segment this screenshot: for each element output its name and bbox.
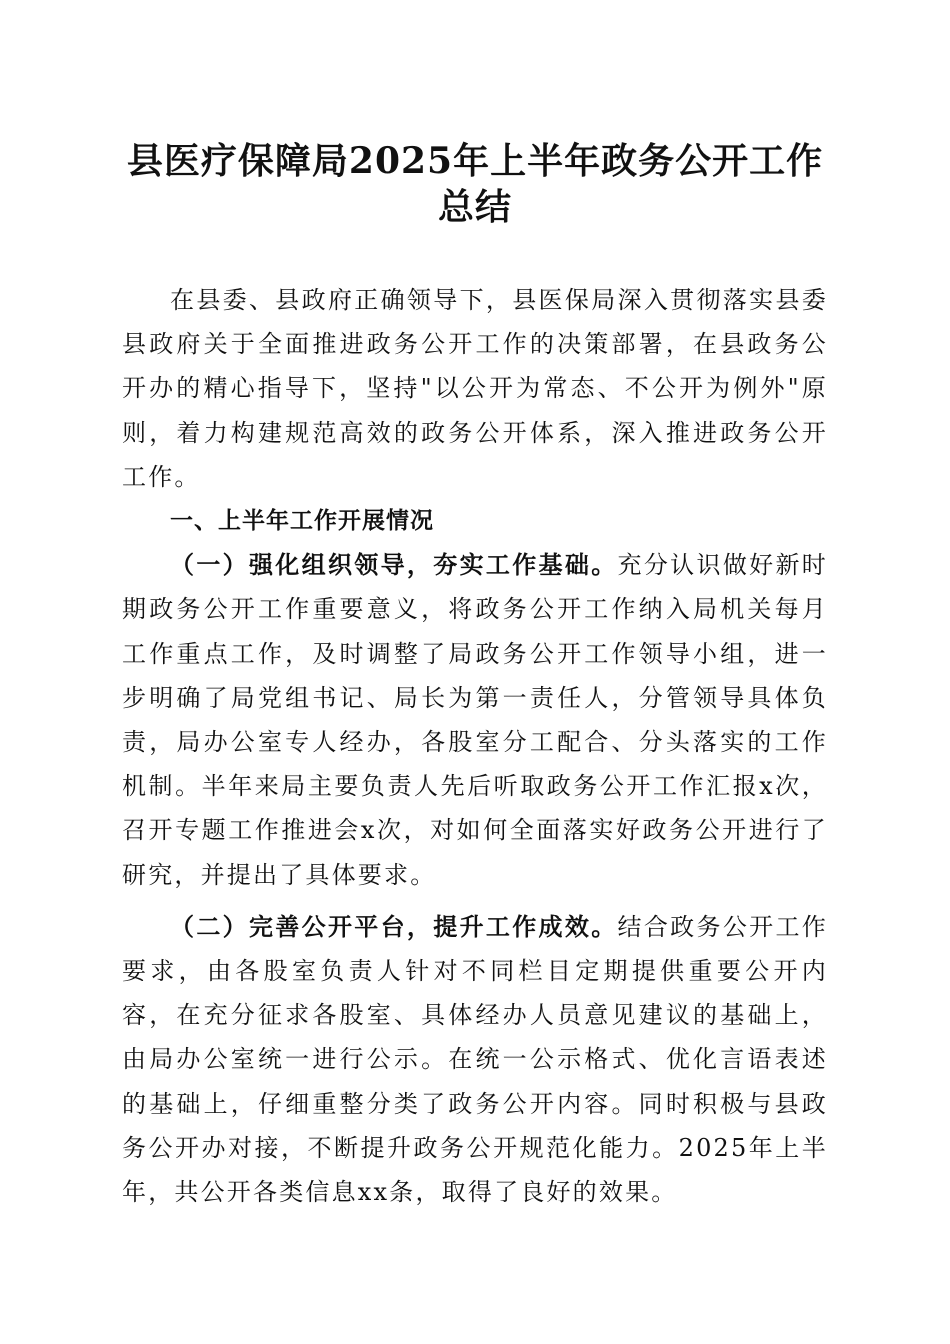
subsection-2-text: 结合政务公开工作要求，由各股室负责人针对不同栏目定期提供重要公开内容，在充分征求各股室、具体经办人员意见建议的基础上，由局办公室统一进行公示。在统一公示格式、优化言语表述的基础上，仔细重整分类了政务公开内容。同时积极与县政务公开办对接，不断提升政务公开规范化能力。2025年上半年，共公开各类信息xx条，取得了良好的效果。: [122, 912, 828, 1207]
document-title: 县医疗保障局2025年上半年政务公开工作总结: [126, 140, 824, 228]
document-body: [122, 278, 828, 1214]
section-heading: 一、上半年工作开展情况: [170, 508, 434, 535]
subsection-1-lead: （一）强化组织领导，夯实工作基础。: [170, 550, 618, 580]
subsection-1-paragraph: [122, 543, 828, 897]
intro-paragraph: 在县委、县政府正确领导下，县医保局深入贯彻落实县委县政府关于全面推进政务公开工作的决策部署，在县政务公开办的精心指导下，坚持"以公开为常态、不公开为例外"原则，着力构建规范高效的政务公开体系，深入推进政务公开工作。: [122, 286, 828, 491]
subsection-2-lead: （二）完善公开平台，提升工作成效。: [170, 911, 618, 941]
subsection-1-text: 充分认识做好新时期政务公开工作重要意义，将政务公开工作纳入局机关每月工作重点工作，及时调整了局政务公开工作领导小组，进一步明确了局党组书记、局长为第一责任人，分管领导具体负责，局办公室专人经办，各股室分工配合、分头落实的工作机制。半年来局主要负责人先后听取政务公开工作汇报x次，召开专题工作推进会x次，对如何全面落实好政务公开进行了研究，并提出了具体要求。: [122, 551, 828, 889]
subsection-2-paragraph: [122, 905, 828, 1214]
